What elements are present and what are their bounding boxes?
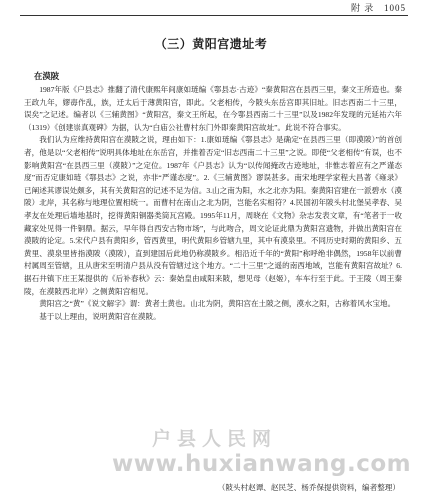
watermark-url: www.huxianwang.com bbox=[112, 451, 412, 477]
page-header bbox=[20, 2, 408, 16]
paragraph-1: 1987年版《户县志》推翻了清代康熙年间康如琏编《鄠县志·古迹》“秦黄阳宫在县西三里，秦文王所造也。秦王政九年，嫪毐作乱，族，迁太后于薄黄阳宫，即此。父老相传，今陂头东岳宫即其旧址。旧志西南二十三里，误矣”之记述。编者以《三辅黄图》“黄阳宫，秦文王所起，在今鄠县西南二十三里”以及1982年发现的元延祐六年（1319）《创建崇真观碑》为据，认为“白庙公社曹村东门外即秦黄阳宫故址”。此说不符合事实。 bbox=[24, 85, 402, 132]
paragraph-3: 黄阳宫之“黄”《说文解字》谓：黄者土黄也。山北为阴，黄阳宫在土陂之侧，漠水之阳，古称着风水宝地。 bbox=[39, 299, 396, 309]
paragraph-2: 我们认为应维持黄阳宫在漠陂之说，理由如下：1.康如琏编《鄠县志》是确定“在县西三里（即漠陂）”的首创者，他是以“父老相传”说明具体地址在东岳宫，并推着否定“旧志西南二十三里”之说。即使“父老相传”有误，也不影响黄阳宫“在县西三里（漠陂）”之定位。1987年《户县志》认为“以传闻掩改古迹地址，非惟志着应有之严谨态度”而否定康如琏《鄠县志》之说，亦非“严谨态度”。2.《三辅黄图》谬误甚多。南宋地理学家程大昌著《雍录》已阐述其谬误处颇多，其有关黄阳宫的记述不足为信。3.山之南为阳，水之北亦为阳。秦黄阳宫建在一派碧水（漠陂）北岸，其名称与地理位置相统一。而曹村在南山之北为阴，岂能名实相符？4.民国初年陂头村北堡吴孝春、吴孝友在处理后墙地基时，挖得黄阳铜器类筒瓦宫殿。1995年11月，周晓在《文物》杂志发表文章，有“笔者于一收藏家处见得一件铜鼎。据云，早年得自西安古物市场”，与此吻合，周文论证此鼎为黄阳宫遗物，并做出黄阳宫在漠陂的论定。5.宋代户县有黄阳乡，管西黄里，明代黄阳乡管辖九里，其中有漠泉里。不同历史时期的黄阳乡、五黄里、漠泉里皆指漠陂（漠陂），直到建国后此地仍称漠陂乡。相沿近千年的“黄阳”称呼绝非偶然，1958年以前曹村属周至管辖，且从唐宋至明清户县从没有管辖过这个地方。“二十三里”之遥的南西地域，岂能有黄阳宫故址？6.据石井镇下庄王某提供的《后补春秋》云：秦始皇由咸阳来陂，想见母（赵姬），车车行至于此。于王陵（周王秦陵，在漠陂西北岸）之侧黄阳宫相见。 bbox=[24, 135, 402, 296]
source-credit: （陂头村赵谭、赵民芝、杨乔保提供资料，编者整理） bbox=[217, 483, 400, 492]
paragraph-4: 基于以上理由，说明黄阳宫在漠陂。 bbox=[39, 311, 161, 321]
article-title: （三）黄阳宫遗址考 bbox=[154, 37, 268, 51]
article-body bbox=[24, 84, 402, 323]
section-heading: 在漠陂 bbox=[34, 71, 60, 81]
header-label: 附 录 1005 bbox=[350, 3, 406, 13]
watermark-text: 户县人民网 bbox=[152, 428, 278, 450]
